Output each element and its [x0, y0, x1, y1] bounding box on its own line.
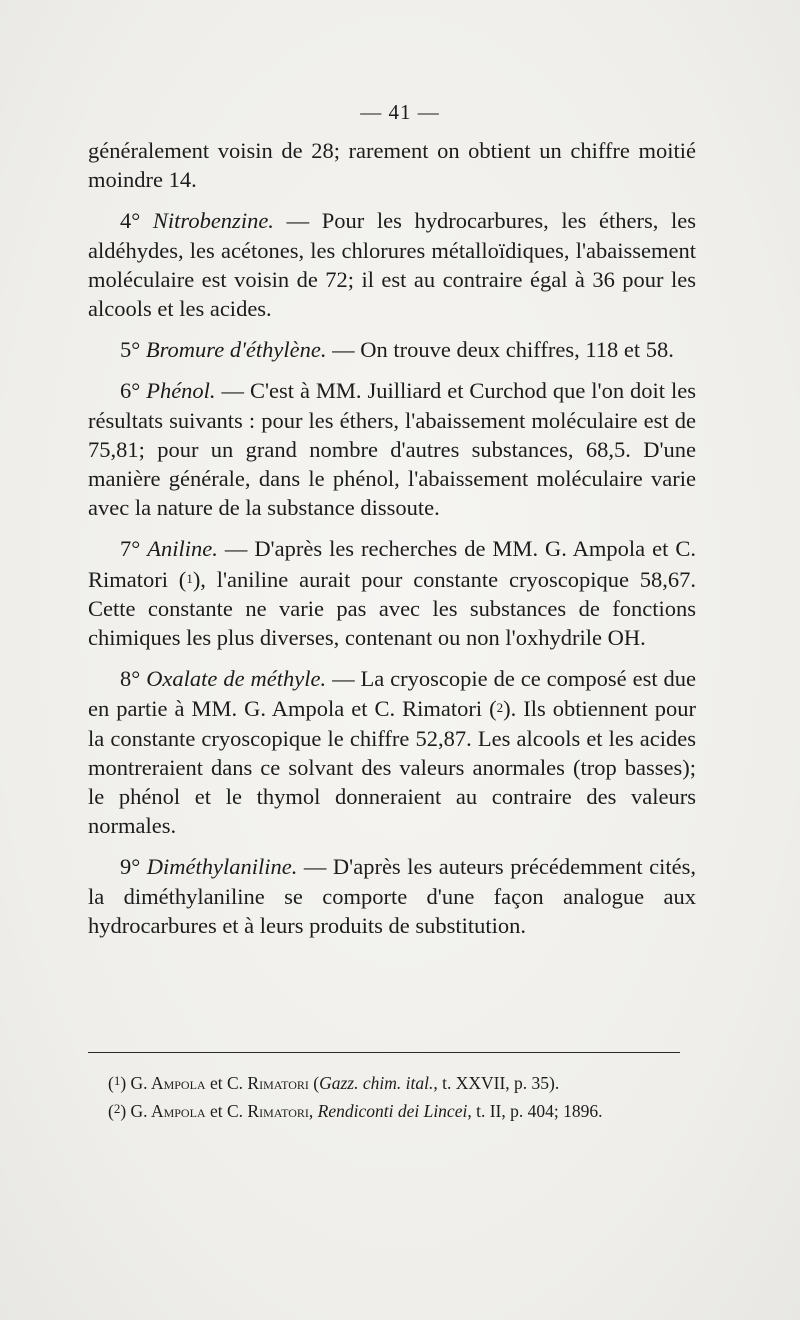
paragraph-p6: [88, 376, 696, 522]
author-name: C. Rimatori: [227, 1073, 309, 1093]
text-run: (: [108, 1101, 114, 1121]
footnote-marker: 2: [113, 1101, 121, 1116]
text-run: ). Ils obtiennent pour la constante cryoscopique le chiffre 52,87. Les alcools et les acides montreraient dans ce solvant des valeurs anormales (trop basses); le phénol et le thymol donneraient au contraire des valeurs normales.: [88, 696, 696, 839]
text-run: — C'est à MM. Juilliard et Curchod que l'on doit les résultats suivants : pour les éthers, l'abaissement moléculaire est de 75,81; pour un grand nombre d'autres substances, 68,5. D'une manière générale, dans le phénol, l'abaissement moléculaire varie avec la nature de la substance dissoute.: [88, 378, 696, 521]
italic-heading: Diméthylaniline.: [146, 854, 298, 880]
text-run: (: [108, 1073, 114, 1093]
text-run: — La cryoscopie de ce composé est due en partie à MM. G. Ampola et C. Rimatori (: [88, 666, 696, 722]
text-run: ,: [308, 1101, 318, 1121]
italic-heading: Bromure d'éthylène.: [145, 337, 327, 363]
text-run: et: [205, 1101, 227, 1121]
text-run: 5°: [120, 337, 146, 363]
italic-heading: Gazz. chim. ital.: [319, 1073, 434, 1093]
italic-heading: Aniline.: [147, 536, 218, 562]
text-run: (: [308, 1073, 320, 1093]
italic-heading: Oxalate de méthyle.: [146, 666, 327, 692]
footnote-fn2: [88, 1096, 696, 1124]
page-number: — 41 —: [360, 100, 440, 124]
footnote-marker: 1: [113, 1073, 121, 1088]
text-run: généralement voisin de 28; rarement on obtient un chiffre moitié moindre 14.: [88, 138, 696, 193]
footnotes: [88, 1068, 696, 1124]
text-run: — D'après les recherches de MM. G. Ampola et C. Rimatori (: [88, 536, 696, 592]
text-run: et: [205, 1073, 227, 1093]
italic-heading: Phénol.: [146, 378, 216, 404]
text-run: 4°: [120, 208, 153, 234]
italic-heading: Rendiconti dei Lincei: [317, 1101, 468, 1121]
author-name: G. Ampola: [130, 1101, 206, 1121]
paragraph-p4: [88, 206, 696, 323]
paragraph-p0: [88, 136, 696, 194]
text-run: — On trouve deux chiffres, 118 et 58.: [326, 337, 674, 363]
text-run: — Pour les hydrocarbures, les éthers, les aldéhydes, les acétones, les chlorures métalloïdiques, l'abaissement moléculaire est voisin de 72; il est au contraire égal à 36 pour les alcools et les acides.: [88, 208, 697, 322]
body-text: [88, 136, 696, 940]
text-run: ): [120, 1073, 131, 1093]
text-run: ), l'aniline aurait pour constante cryoscopique 58,67. Cette constante ne varie pas avec les substances de fonctions chimiques les plus diverses, contenant ou non l'oxhydrile OH.: [88, 566, 697, 651]
text-run: — D'après les auteurs précédemment cités, la diméthylaniline se comporte d'une façon analogue aux hydrocarbures et à leurs produits de substitution.: [88, 854, 697, 938]
text-run: 7°: [120, 536, 148, 562]
paragraph-p8: [88, 664, 696, 840]
text-run: ): [120, 1101, 131, 1121]
footnote-separator: [88, 1052, 680, 1053]
paragraph-p7: [88, 534, 696, 652]
text-run: 9°: [120, 854, 147, 880]
text-run: , t. II, p. 404; 1896.: [467, 1101, 603, 1121]
text-run: 8°: [120, 666, 147, 692]
paragraph-p5: [88, 335, 696, 364]
author-name: G. Ampola: [130, 1073, 206, 1093]
paragraph-p9: [88, 852, 696, 940]
footnote-fn1: [88, 1068, 696, 1096]
text-run: 6°: [120, 378, 147, 404]
footnote-marker: 1: [186, 570, 193, 586]
text-run: , t. XXVII, p. 35).: [433, 1073, 560, 1093]
author-name: C. Rimatori: [227, 1101, 309, 1121]
footnote-marker: 2: [496, 700, 504, 716]
italic-heading: Nitrobenzine.: [152, 208, 274, 234]
